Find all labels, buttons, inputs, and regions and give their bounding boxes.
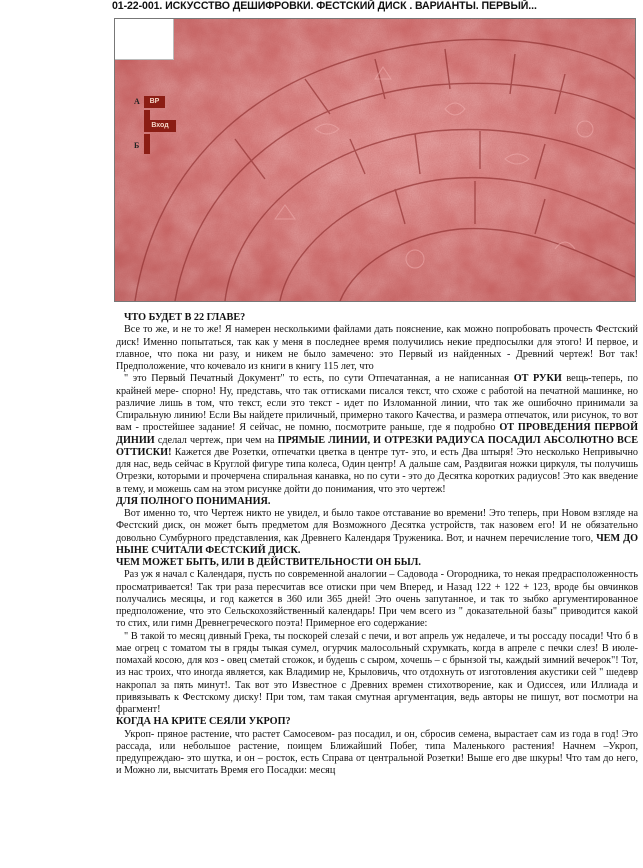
marker-letter-a: А (134, 97, 140, 106)
article-body (116, 312, 638, 778)
photo-corner (115, 19, 174, 60)
paragraph-intro: Все то же, и не то же! Я намерен несколькими файлами дать пояснение, как можно попробовать прочесть Фестский диск! Именно попытаться, так как у меня в последнее время получились некие предпосылки для этого! И первое, и главное, что пока ни разу, и никем не было замечено: это Первый из найденных - Древний чертеж! Вот так! Предположение, что кочевало из книги в книгу 115 лет, что (116, 324, 638, 372)
paragraph-drawing: Вот именно то, что Чертеж никто не увидел, и было такое отставание во времени! Это теперь, при Новом взгляде на Фестский диск, он может быть предметом для Возможного Десятка устройств, так назовем его! И не обязательно довольно Сумбурного представления, как Древнего Календаря Труженика. Вот, и начнем перечисление того, ЧЕМ ДО НЫНЕ СЧИТАЛИ ФЕСТСКИЙ ДИСК. (116, 508, 638, 556)
paragraph-printed-document: " это Первый Печатный Документ" то есть, по сути Отпечатанная, а не написанная ОТ РУКИ вещь-теперь, по крайней мере- спорно! Ну, представь, что так оттисками писался текст, что схоже с работой на печатной машинке, но различие лишь в том, что текст, если это текст - идет по Изломанной линии, что так же ошибочно принимали за Спиральную линию! Если Вы найдете приличный, примерно такого Качества, и размера отпечаток, или рисунок, то вот вам - простейшее задание! Я сейчас, не помню, посмотрите раньше, где я подробно ОТ ПРОВЕДЕНИЯ ПЕРВОЙ ДИНИИ сделал чертеж, при чем на ПРЯМЫЕ ЛИНИИ, И ОТРЕЗКИ РАДИУСА ПОСАДИЛ АБСОЛЮТНО ВСЕ ОТТИСКИ! Кажется две Розетки, отпечатки цветка в центре тут- это, и есть Два штыря! Это несколько Непривычно для нас, ведь сейчас в Круглой фигуре типа колеса, Один центр! А дальше сам, Раздвигая ножки циркуля, ты получишь Отрезки, которыми и прочерчена спиральная канавка, но по сути - это до Десятка коротких радиусов! Это как введение в тему, и можешь сам на этом рисунке дойти до понимания, что это чертеж! (116, 373, 639, 495)
disk-texture (115, 19, 635, 301)
marker-letter-b: Б (134, 141, 140, 150)
paragraph-poem: " В такой то месяц дивный Грека, ты поскорей слезай с печи, и вот апрель уж недалече, и ты россаду посади! Что б в мае огрец с томатом ты в гряды тыкая сумел, огурчик малосольный схрумкать, когда в апреле с печки слез! В июле- помахай косою, для коз - овец сметай стожок, и будешь с сыром, хочешь – с брынзой ты, каждый зимний вечерок"! Тот, из нас троих, что иногда является, как Владимир не, Крыловичь, что отдохнуть от изготовления акустики сей " шедевр накропал за пять минут!. Так вот это Известное с Древних времен стихотворение, как и Одиссея, или Иллиада и привязывать к Фестскому диску! При том, там такая смутная аргументация, ведь авторы не пишут, вот посмотри на фрагмент! (116, 630, 638, 715)
paragraph-calendar: Раз уж я начал с Календаря, пусть по современной аналогии – Садовода - Огородника, то некая предрасположенность просматривается! Так три раза пересчитав все отиски при чем Вперед, и Назад 122 + 122 + 123, вроде бы овчинков получались месяцы, и год кажется в 360 или 365 дней! Это очень запутанное, и так то зыбко аргументированное предположение, что это Сельскохозяйственный календарь! При чем всего из " доказательной базы" приводится какой то стих, или гимн Древнегреческого поэта! Примерное его содержание: (116, 569, 638, 630)
blank-margin (0, 0, 108, 868)
heading-chapter-22: ЧТО БУДЕТ В 22 ГЛАВЕ? (124, 312, 246, 323)
phaistos-disk-photo (114, 18, 636, 302)
heading-what-it-could-be: ЧЕМ МОЖЕТ БЫТЬ, ИЛИ В ДЕЙСТВИТЕЛЬНОСТИ ОН БЫЛ. (116, 557, 421, 568)
page-header: 01-22-001. ИСКУССТВО ДЕШИФРОВКИ. ФЕСТСКИЙ ДИСК . ВАРИАНТЫ. ПЕРВЫЙ... (112, 0, 537, 12)
marker-vhod: Вход (144, 120, 176, 132)
heading-full-understanding: ДЛЯ ПОЛНОГО ПОНИМАНИЯ. (116, 495, 271, 507)
marker-vr: ВР (144, 96, 165, 108)
paragraph-dill: Укроп- пряное растение, что растет Самосевом- раз посадил, и он, сбросив семена, вырастает сам из года в год! Это рассада, или небольшое растение, поищем Ближайший Побег, типа Маленького растения! Начнем –Укроп, предупреждаю- это шутка, и он – росток, есть Справа от центральной Розетки! Выше его две шкуры! Что там до него, и Можно ли, высчитать Время его Посадки: месяц (116, 728, 638, 777)
marker-bar-lower (144, 134, 150, 154)
heading-dill-crete: КОГДА НА КРИТЕ СЕЯЛИ УКРОП? (116, 716, 291, 728)
